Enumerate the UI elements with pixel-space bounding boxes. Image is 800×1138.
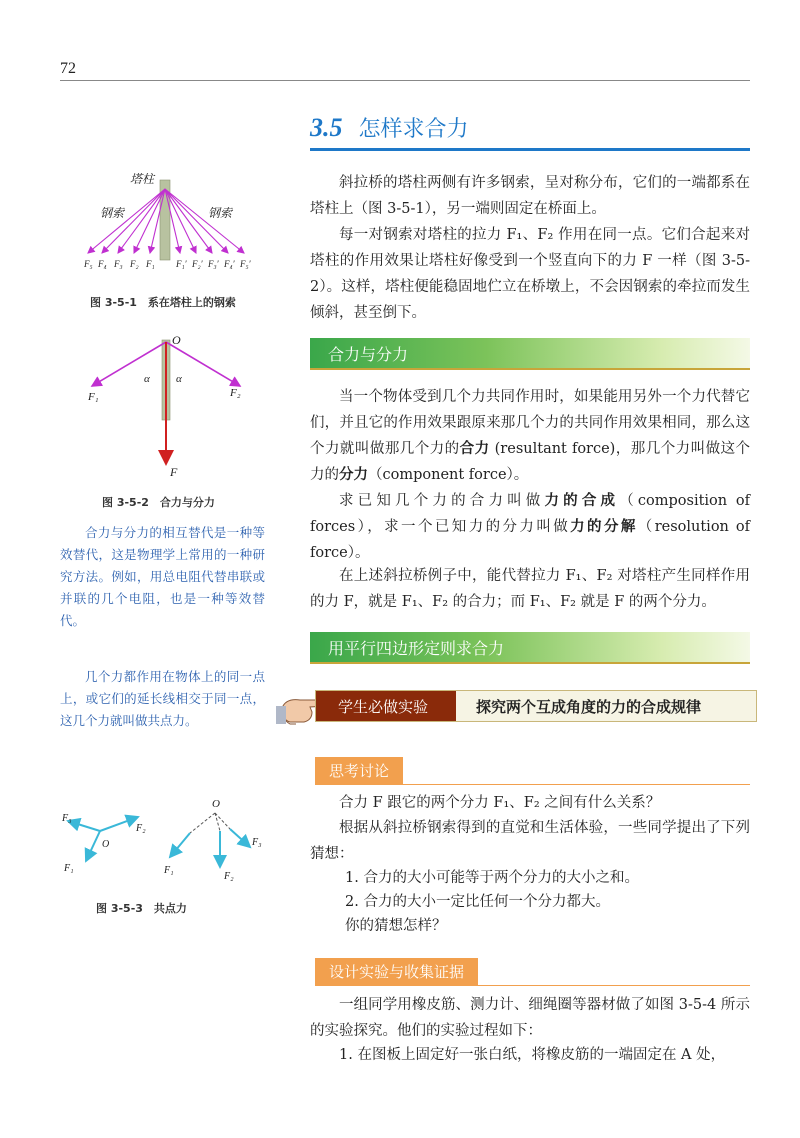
cable-left-2 xyxy=(102,189,165,253)
experiment-banner xyxy=(315,690,757,722)
subsection-bar-parallelogram xyxy=(310,632,750,664)
left-label-f1: F₁ xyxy=(64,863,74,874)
page-number: 72 xyxy=(60,60,76,77)
label-alpha-right: α xyxy=(176,373,182,385)
intro-paragraph-1: 斜拉桥的塔柱两侧有许多钢索，呈对称分布，它们的一端都系在塔柱上（图 3-5-1），另一端则固定在桥面上。 xyxy=(310,175,750,217)
right-f1-arrow xyxy=(170,833,190,857)
discussion-rule xyxy=(315,784,750,785)
label-cable-left: 钢索 xyxy=(100,206,125,220)
term-resultant: 合力 xyxy=(459,441,490,457)
cable-label-right-4: F₄′ xyxy=(224,259,235,269)
text-run: （resolution of force）。 xyxy=(310,519,750,561)
cable-label-right-3: F₃′ xyxy=(208,259,219,269)
design-tag xyxy=(315,958,478,986)
figure-3-5-2-caption: 图 3-5-2 合力与分力 xyxy=(102,496,215,509)
design-title: 设计实验与收集证据 xyxy=(329,963,465,981)
right-label-f1: F₁ xyxy=(164,865,174,876)
subsection-title-resultant: 合力与分力 xyxy=(328,345,409,364)
resultant-paragraph-1 xyxy=(310,384,750,488)
cable-label-left-5: F₁ xyxy=(146,259,155,269)
label-cable-right: 钢索 xyxy=(208,206,233,220)
design-step-1: 1. 在图板上固定好一张白纸，将橡皮筋的一端固定在 A 处， xyxy=(339,1047,726,1063)
section-rule xyxy=(310,148,750,151)
label-f2: F₂ xyxy=(230,387,241,399)
left-label-f2: F₂ xyxy=(136,823,146,834)
label-o: O xyxy=(172,333,181,347)
right-extension-f2 xyxy=(215,813,220,831)
intro-paragraph-2: 每一对钢索对塔柱的拉力 F₁、F₂ 作用在同一点。它们合起来对塔柱的作用效果让塔柱好像受到一个竖直向下的力 F 一样（图 3-5-2）。这样，塔柱便能稳固地伫立在桥墩上，不会因钢索的牵拉而发生倾斜，甚至倒下。 xyxy=(310,227,750,321)
side-note-equivalent: 合力与分力的相互替代是一种等效替代，这是物理学上常用的一种研究方法。例如，用总电阻代替串联或并联的几个电阻，也是一种等效替代。 xyxy=(60,525,265,628)
discussion-paragraph-2: 根据从斜拉桥钢索得到的直觉和生活体验，一些同学提出了下列猜想： xyxy=(310,820,750,862)
section-heading xyxy=(310,112,750,143)
right-label-o: O xyxy=(212,798,220,810)
resultant-paragraph-2 xyxy=(310,488,750,566)
text-run: （component force）。 xyxy=(368,467,529,483)
left-f1-arrow xyxy=(86,831,100,861)
figure-3-5-1 xyxy=(80,165,260,275)
experiment-title: 探究两个互成角度的力的合成规律 xyxy=(476,698,702,716)
label-alpha-left: α xyxy=(144,373,150,385)
text-run: 求已知几个力的合力叫做 xyxy=(339,493,545,509)
cable-left-1 xyxy=(88,189,165,253)
discussion-tag xyxy=(315,757,403,785)
text-run: （composition of forces），求一个已知力的分力叫做 xyxy=(310,493,751,535)
cable-label-left-4: F₂ xyxy=(130,259,139,269)
left-f3-arrow xyxy=(68,821,100,831)
discussion-item-1: 1. 合力的大小可能等于两个分力的大小之和。 xyxy=(345,870,639,886)
concurrent-forces-left xyxy=(61,813,146,874)
label-f: F xyxy=(170,465,178,479)
text-run: 当一个物体受到几个力共同作用时，如果能用另外一个力代替它们，并且它的作用效果跟原来那几个力的共同作用效果相同，那么这个力就叫做那几个力的 xyxy=(310,389,750,457)
cable-label-right-1: F₁′ xyxy=(176,259,187,269)
label-f1: F₁ xyxy=(88,391,99,403)
subsection-title-parallelogram: 用平行四边形定则求合力 xyxy=(328,639,505,658)
cable-label-right-2: F₂′ xyxy=(192,259,203,269)
cable-label-right-5: F₅′ xyxy=(240,259,251,269)
subsection-bar-resultant xyxy=(310,338,750,370)
cable-label-left-2: F₄ xyxy=(98,259,107,269)
right-f3-arrow xyxy=(230,829,250,847)
section-title: 怎样求合力 xyxy=(358,117,469,142)
left-f2-arrow xyxy=(100,817,138,831)
left-label-f3: F₃ xyxy=(62,813,72,824)
experiment-tag xyxy=(316,691,456,721)
right-label-f3: F₃ xyxy=(252,837,262,848)
term-resolution: 力的分解 xyxy=(570,519,638,535)
label-tower: 塔柱 xyxy=(130,172,155,186)
left-label-o: O xyxy=(102,839,110,850)
figure-3-5-2 xyxy=(80,330,260,480)
section-number: 3.5 xyxy=(310,113,343,142)
discussion-paragraph-1: 合力 F 跟它的两个分力 F₁、F₂ 之间有什么关系？ xyxy=(339,795,661,811)
term-composition: 力的合成 xyxy=(544,493,620,509)
figure-3-5-1-caption: 图 3-5-1 系在塔柱上的钢索 xyxy=(90,296,236,309)
term-component: 分力 xyxy=(339,467,368,483)
cable-right-4 xyxy=(165,189,228,253)
discussion-title: 思考讨论 xyxy=(329,762,390,780)
figure-3-5-3-caption: 图 3-5-3 共点力 xyxy=(96,902,187,915)
discussion-item-2: 2. 合力的大小一定比任何一个分力都大。 xyxy=(345,894,610,910)
cable-labels xyxy=(83,259,252,269)
figure-3-5-3 xyxy=(60,795,270,890)
experiment-tag-label: 学生必做实验 xyxy=(338,698,429,716)
right-extension-f3 xyxy=(215,813,230,829)
header-rule xyxy=(60,80,750,81)
right-extension-f1 xyxy=(190,813,215,833)
right-label-f2: F₂ xyxy=(224,871,234,882)
resultant-paragraph-3: 在上述斜拉桥例子中，能代替拉力 F₁、F₂ 对塔柱产生同样作用的力 F，就是 F₁、F₂ 的合力；而 F₁、F₂ 就是 F 的两个分力。 xyxy=(310,568,750,610)
cable-label-left-3: F₃ xyxy=(114,259,123,269)
side-note-concurrent: 几个力都作用在物体上的同一点上，或它们的延长线相交于同一点，这几个力就叫做共点力。 xyxy=(60,669,265,728)
cable-label-left-1: F₅ xyxy=(84,259,93,269)
concurrent-forces-right xyxy=(163,798,262,882)
design-paragraph-1: 一组同学用橡皮筋、测力计、细绳圈等器材做了如图 3-5-4 所示的实验探究。他们的实验过程如下： xyxy=(310,997,750,1039)
force-f1-arrow xyxy=(92,342,166,386)
discussion-question: 你的猜想怎样？ xyxy=(345,918,447,934)
design-rule xyxy=(315,985,750,986)
text-run: (resultant force)，那几个力叫做这个力的 xyxy=(310,441,751,483)
